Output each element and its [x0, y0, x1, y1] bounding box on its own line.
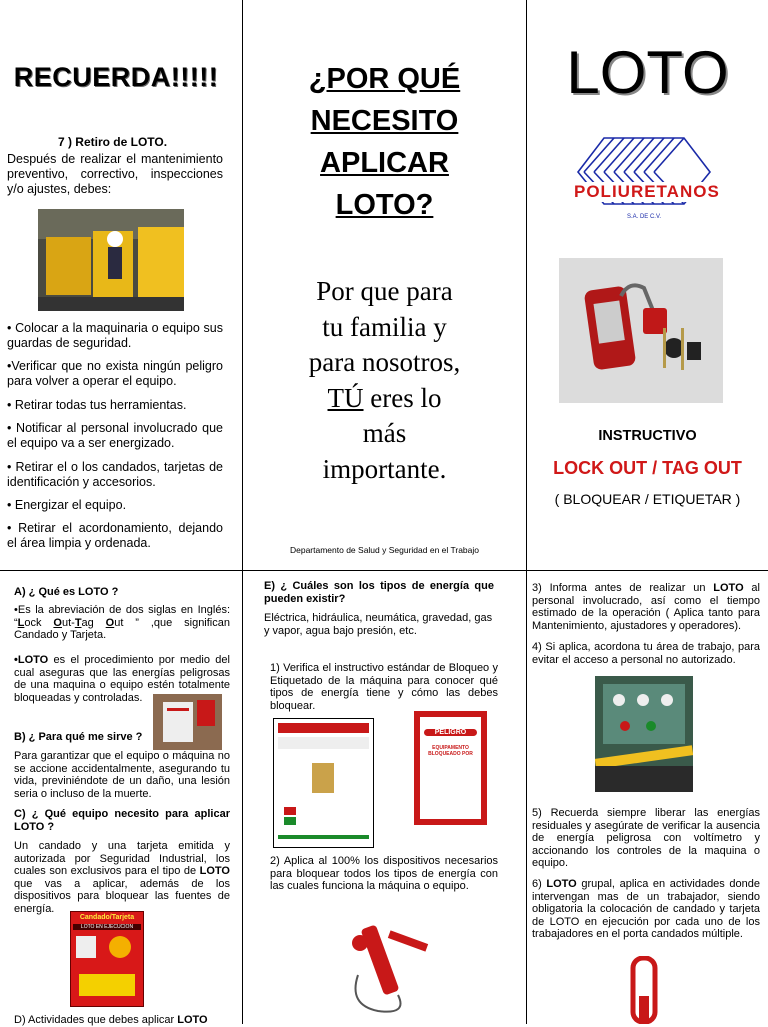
bullet-2: •Verificar que no exista ningún peligro para volver a operar el equipo.	[7, 359, 223, 388]
question-e: E) ¿ Cuáles son los tipos de energía que pueden existir?	[264, 580, 494, 605]
question-d: D) Actividades que debes aplicar LOTO	[14, 1014, 208, 1026]
valve-lockout-device-photo	[338, 915, 430, 1023]
step-4: 4) Si aplica, acordona tu área de trabajo, para evitar el acceso a personal no autorizado.	[532, 641, 760, 666]
question-b: B) ¿ Para qué me sirve ?	[14, 731, 143, 743]
bullet-4: • Notificar al personal involucrado que el equipo va a ser energizado.	[7, 421, 223, 450]
poliuretanos-logo	[574, 136, 720, 226]
step-6: 6) LOTO grupal, aplica en actividades donde intervengan mas de un trabajador, siendo obligatoria la colocación de candado y tarjeta de LOTO en ejecución por cada uno de los trabajadores en el porta candados múltiple.	[532, 878, 760, 941]
step-3: 3) Informa antes de realizar un LOTO al personal involucrado, así como el tiempo estimado de la operación ( Aplica tanto para Mantenimiento, ajustadores y operadores).	[532, 582, 760, 632]
step-5: 5) Recuerda siempre liberar las energías residuales y asegúrate de verificar la ausencia de energía peligrosa con voltímetro y accionando los controles de la maquina o equipo.	[532, 807, 760, 870]
loto-title: LOTO	[566, 39, 729, 106]
lockout-board-photo	[153, 694, 222, 750]
fold-divider	[0, 570, 768, 571]
question-c: C) ¿ Qué equipo necesito para aplicar LOTO ?	[14, 808, 230, 833]
logo-wordmark: POLIURETANOS	[574, 182, 720, 201]
step-2: 2) Aplica al 100% los dispositivos necesarios para bloquear todos los tipos de energía con las cuales funciona la máquina o equipo.	[270, 855, 498, 893]
tag-subheader: LOTO EN EJECUCION	[73, 924, 141, 930]
bullet-5: • Retirar el o los candados, tarjetas de identificación y accesorios.	[7, 460, 223, 489]
answer-c: Un candado y una tarjeta emitida y autorizada por Seguridad Industrial, los cuales son exclusivos para el tipo de LOTO que vas a aplicar, además de los dispositivos para bloquear las fuentes de energía.	[14, 840, 230, 915]
step-7-intro: Después de realizar el mantenimiento preventivo, correctivo, inspecciones y/o ajustes, debes:	[7, 152, 223, 196]
step-1: 1) Verifica el instructivo estándar de Bloqueo y Etiquetado de la máquina para conocer qué tipos de energía tiene y cómo las debes bloquear.	[270, 662, 498, 712]
bloquear-etiquetar-label: ( BLOQUEAR / ETIQUETAR )	[554, 491, 741, 507]
bullet-6: • Energizar el equipo.	[7, 498, 127, 512]
peligro-label: PELIGRO	[424, 729, 477, 736]
panel-divider-3	[242, 571, 243, 1024]
tag-info-block	[79, 974, 135, 996]
answer-b: Para garantizar que el equipo o máquina no se accione accidentalmente, asegurando tu vida, previniéndote de un daño, una lesión seria o incluso de la muerte.	[14, 750, 230, 800]
tag-photo	[76, 936, 96, 958]
bullet-7: • Retirar el acordonamiento, dejando el área limpia y ordenada.	[7, 521, 223, 550]
bullet-3: • Retirar todas tus herramientas.	[7, 398, 187, 412]
instructivo-label: INSTRUCTIVO	[598, 428, 697, 444]
multiple-lock-hasp-photo	[627, 956, 661, 1024]
recuerda-heading: RECUERDA!!!!!	[13, 62, 219, 92]
bullet-1: • Colocar a la maquinaria o equipo sus guardas de seguridad.	[7, 321, 223, 350]
why-loto-heading: ¿POR QUÉ NECESITO APLICAR LOTO?	[308, 63, 461, 221]
tag-header: Candado/Tarjeta	[79, 914, 135, 921]
maintenance-photo	[38, 209, 184, 311]
peligro-tag-image	[414, 711, 487, 825]
control-panel-photo	[595, 676, 693, 792]
panel-divider-4	[526, 571, 527, 1024]
step-7-title: 7 ) Retiro de LOTO.	[57, 135, 168, 149]
lockout-procedure-sheet	[273, 718, 374, 848]
answer-a-abbreviation: •Es la abreviación de dos siglas en Inglés: “Lock Out-Tag Out ” ,que significan Candado y Tarjeta.	[14, 604, 230, 642]
answer-a-definition: •LOTO es el procedimiento por medio del cual aseguras que las energías peligrosas de una maquina o equipo estén totalmente bloqueadas y controladas.	[14, 654, 230, 704]
lock-keys-photo	[559, 258, 723, 403]
tag-seal-icon	[109, 936, 131, 958]
answer-e: Eléctrica, hidráulica, neumática, gravedad, gas y vapor, agua bajo presión, etc.	[264, 612, 493, 637]
question-a: A) ¿ Qué es LOTO ?	[14, 586, 119, 598]
why-loto-answer: Por que para tu familia y para nosotros, TÚ eres lo más importante.	[308, 276, 461, 484]
logo-subtext: S.A. DE C.V.	[626, 214, 662, 220]
department-label: Departamento de Salud y Seguridad en el Trabajo	[289, 545, 479, 555]
peligro-tag-text: EQUIPAMENTO BLOQUEADO POR	[428, 745, 473, 757]
lockout-tagout-label: LOCK OUT / TAG OUT	[553, 458, 742, 478]
loto-tag-image	[70, 911, 144, 1007]
